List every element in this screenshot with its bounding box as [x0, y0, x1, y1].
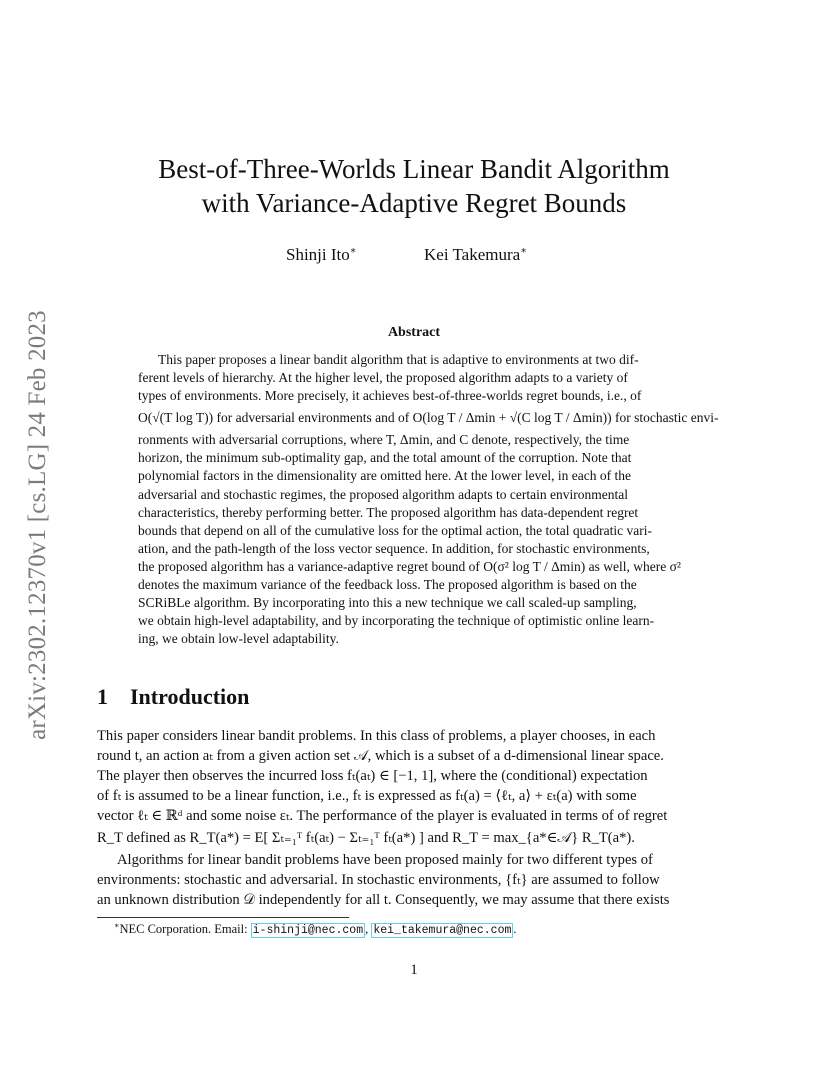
abstract-body: [138, 351, 719, 648]
abstract-line: denotes the maximum variance of the feedback loss. The proposed algorithm is based on the: [138, 577, 637, 593]
author-2-footnote-mark: ∗: [520, 245, 528, 257]
email-link-1[interactable]: i-shinji@nec.com: [252, 924, 364, 938]
intro-line: vector ℓₜ ∈ ℝᵈ and some noise εₜ. The performance of the player is evaluated in terms of of regret: [97, 808, 668, 824]
arxiv-identifier-text: arXiv:2302.12370v1 [cs.LG] 24 Feb 2023: [24, 310, 51, 740]
intro-line: of fₜ is assumed to be a linear function, i.e., fₜ is expressed as fₜ(a) = ⟨ℓₜ, a⟩ + εₜ(a) with some: [97, 788, 637, 804]
abstract-line: adversarial and stochastic regimes, the proposed algorithm adapts to certain environmental: [138, 486, 628, 502]
footnote-mark: ∗: [114, 921, 120, 930]
section-title: Introduction: [130, 684, 250, 709]
page-number: 1: [410, 962, 418, 978]
section-number: 1: [97, 684, 108, 709]
author-1: [286, 245, 357, 265]
author-1-name: Shinji Ito: [286, 245, 350, 264]
abstract-line: horizon, the minimum sub-optimality gap, and the total amount of the corruption. Note that: [138, 450, 632, 466]
intro-line: This paper considers linear bandit problems. In this class of problems, a player chooses, in each: [97, 728, 656, 744]
abstract-line: ing, we obtain low-level adaptability.: [138, 631, 339, 647]
intro-line: Algorithms for linear bandit problems have been proposed mainly for two different types of: [117, 852, 653, 868]
abstract-line: characteristics, thereby performing better. The proposed algorithm has data-dependent regret: [138, 504, 639, 520]
footnote-suffix: .: [513, 922, 517, 937]
title-line-1: Best-of-Three-Worlds Linear Bandit Algorithm: [158, 154, 670, 184]
footnote-prefix: NEC Corporation. Email:: [119, 922, 251, 937]
author-1-footnote-mark: ∗: [349, 245, 357, 257]
abstract-line: we obtain high-level adaptability, and by incorporating the technique of optimistic online learn-: [138, 613, 655, 629]
footnote: [114, 921, 517, 937]
author-2-name: Kei Takemura: [424, 245, 521, 264]
paper-title: [100, 152, 728, 220]
intro-line: environments: stochastic and adversarial. In stochastic environments, {fₜ} are assumed to follow: [97, 872, 660, 888]
abstract-line: types of environments. More precisely, it achieves best-of-three-worlds regret bounds, i.e., of: [138, 388, 642, 404]
abstract-heading: Abstract: [387, 325, 441, 340]
abstract-line: SCRiBLe algorithm. By incorporating into this a new technique we call scaled-up sampling,: [138, 595, 637, 611]
abstract-line: ronments with adversarial corruptions, where T, Δmin, and C denote, respectively, the time: [138, 432, 630, 448]
title-line-2: with Variance-Adaptive Regret Bounds: [201, 188, 627, 218]
abstract-line: polynomial factors in the dimensionality are omitted here. At the lower level, in each of the: [138, 468, 631, 484]
intro-line: round t, an action aₜ from a given action set 𝒜, which is a subset of a d-dimensional linear space.: [97, 748, 664, 764]
intro-line-formula: R_T defined as R_T(a*) = E[ Σₜ₌₁ᵀ fₜ(aₜ) − Σₜ₌₁ᵀ fₜ(a*) ] and R_T = max_{a*∈𝒜} R_T(a*).: [97, 830, 635, 846]
abstract-line: ferent levels of hierarchy. At the higher level, the proposed algorithm adapts to a variety of: [138, 370, 628, 386]
author-2: [424, 245, 527, 265]
intro-line: an unknown distribution 𝒟 independently for all t. Consequently, we may assume that there exists: [97, 892, 670, 908]
section-heading-introduction: [97, 684, 249, 710]
author-list: [100, 245, 728, 267]
email-link-2[interactable]: kei_takemura@nec.com: [373, 924, 512, 938]
intro-line: The player then observes the incurred loss fₜ(aₜ) ∈ [−1, 1], where the (conditional) expectation: [97, 768, 648, 784]
abstract-line: bounds that depend on all of the cumulative loss for the optimal action, the total quadratic vari-: [138, 522, 652, 538]
abstract-line-formula: the proposed algorithm has a variance-adaptive regret bound of O(σ² log T / Δmin) as well, where σ²: [138, 558, 681, 574]
abstract-line: This paper proposes a linear bandit algorithm that is adaptive to environments at two dif-: [158, 352, 639, 367]
arxiv-identifier-stamp: [20, 290, 56, 760]
introduction-body: [97, 726, 731, 910]
abstract-line: ation, and the path-length of the loss vector sequence. In addition, for stochastic environments,: [138, 540, 650, 556]
abstract-line-formula: O(√(T log T)) for adversarial environments and of O(log T / Δmin + √(C log T / Δmin)) for stochastic envi-: [138, 410, 719, 426]
footnote-separator: ,: [365, 922, 372, 937]
footnote-rule: [97, 917, 349, 918]
